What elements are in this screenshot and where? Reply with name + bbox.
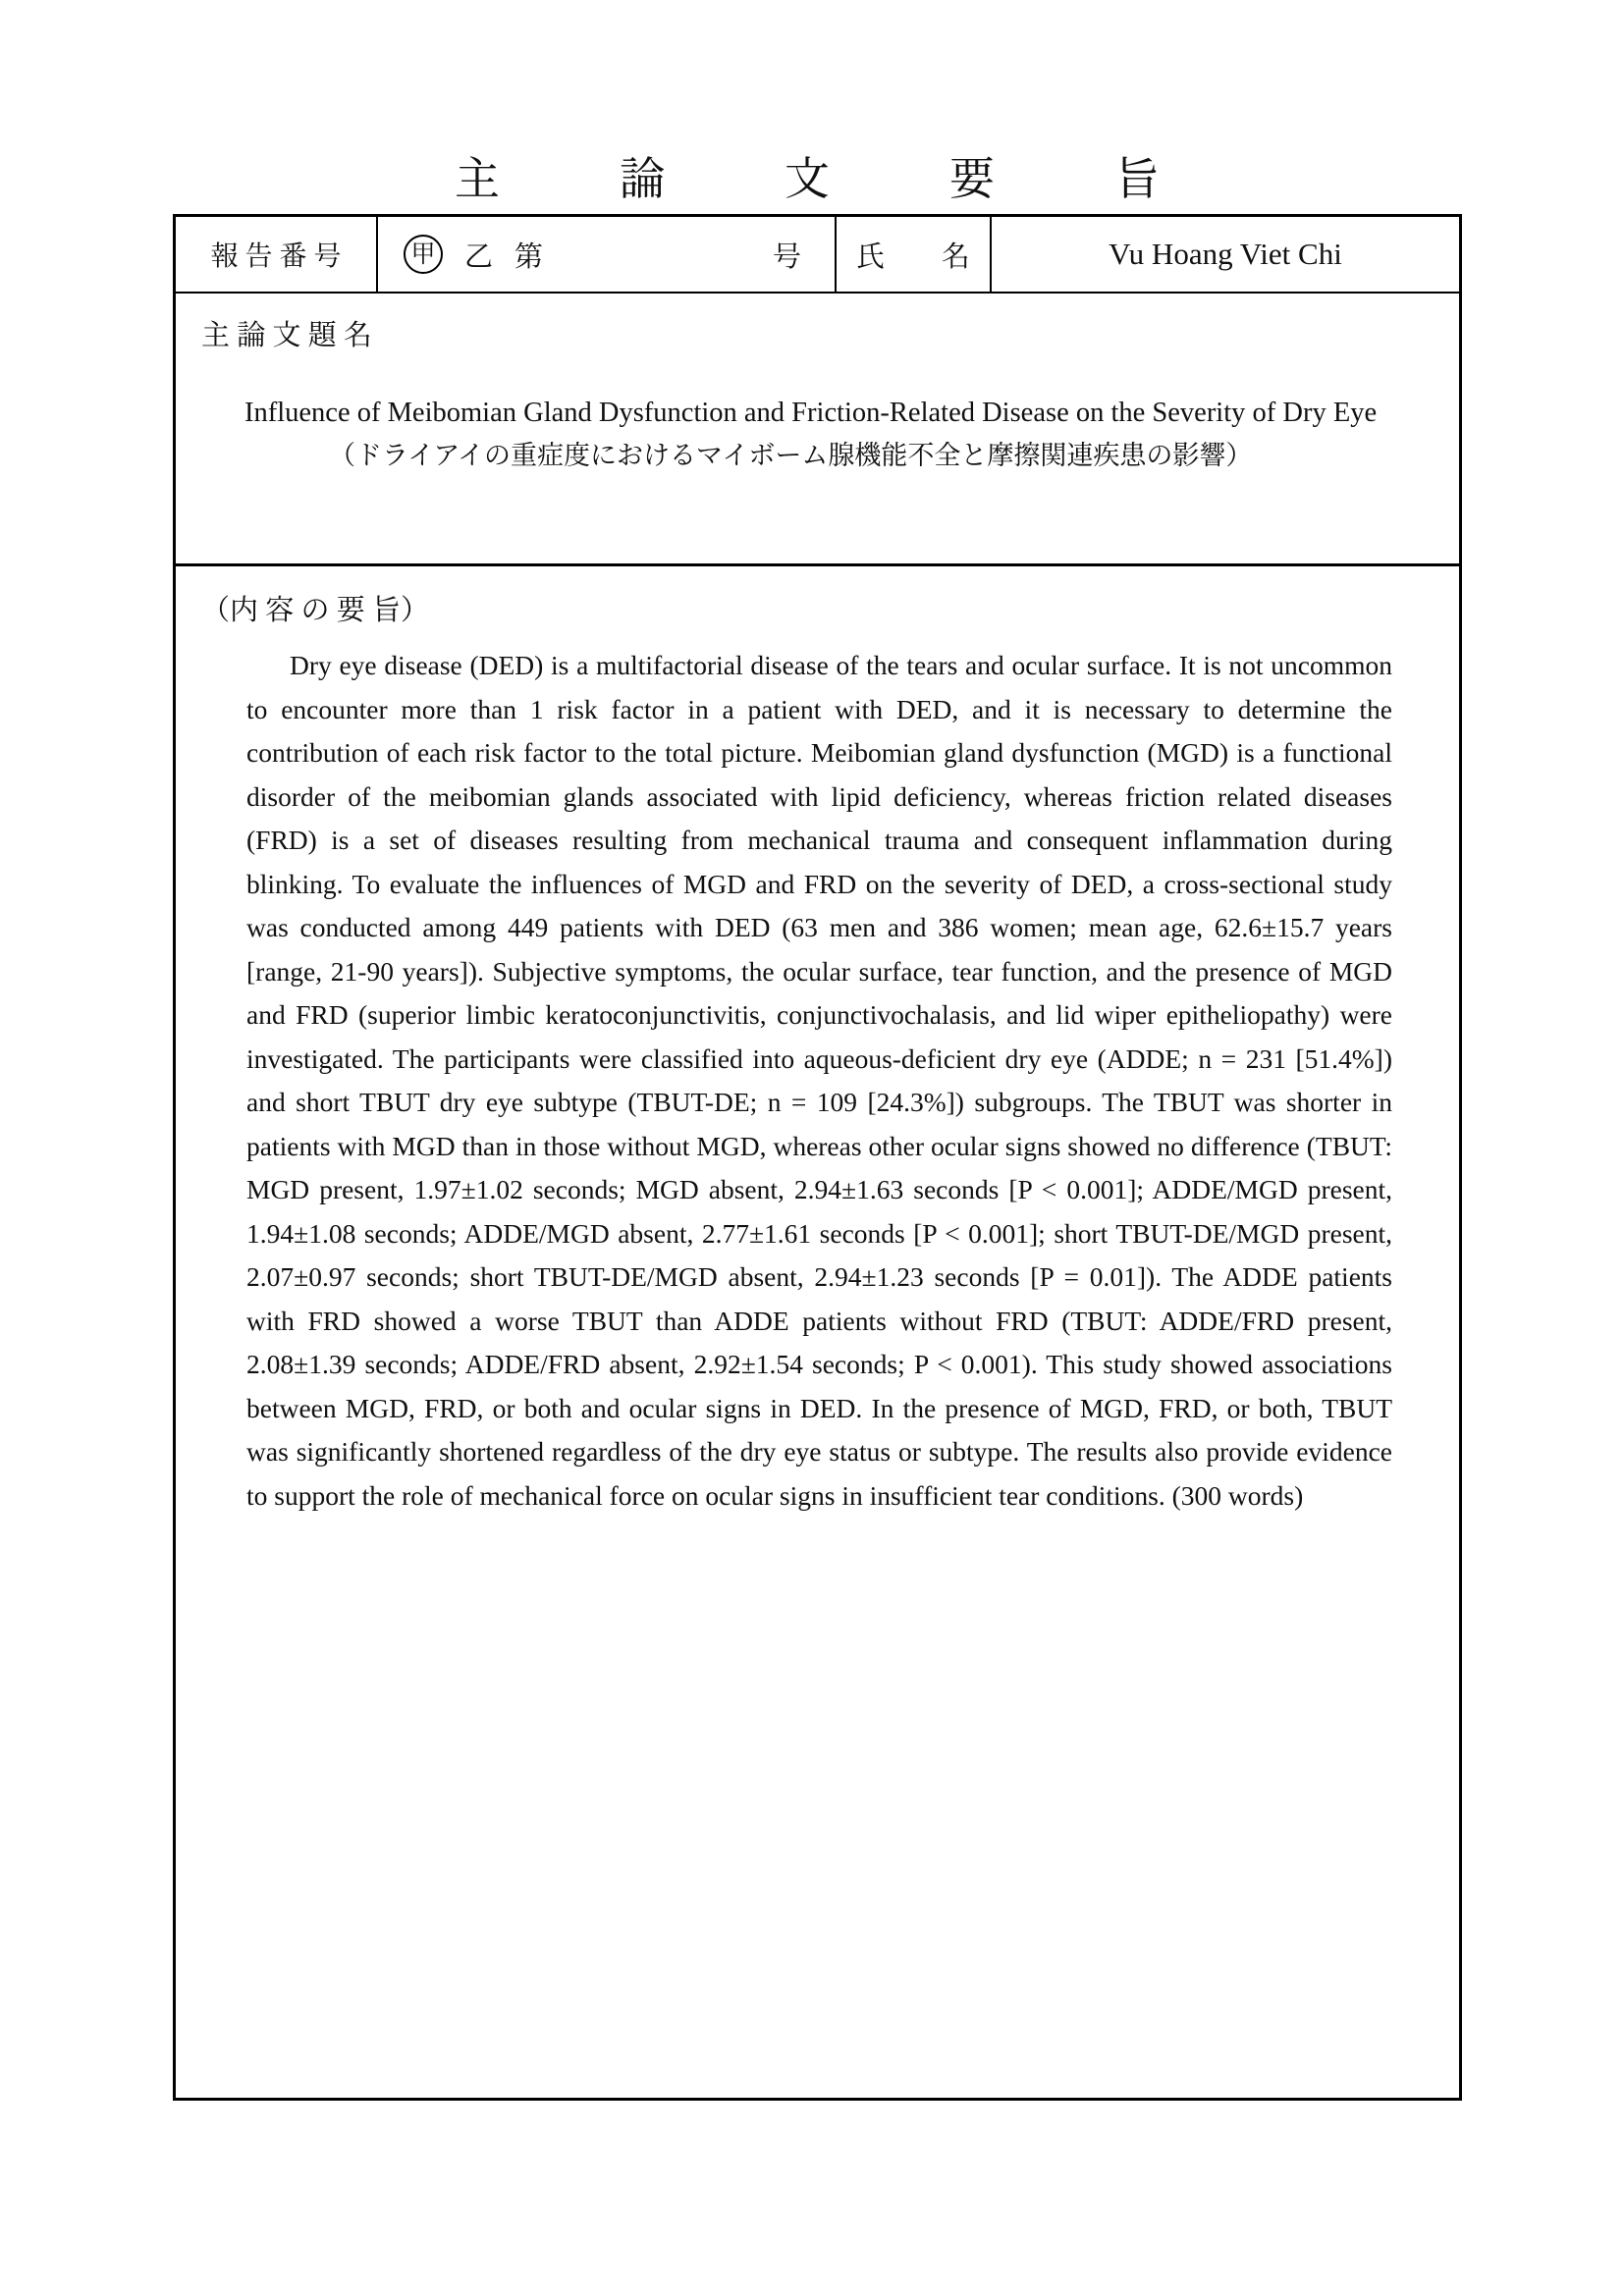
thesis-title-japanese: （ドライアイの重症度におけるマイボーム腺機能不全と摩擦関連疾患の影響） [329,441,1253,470]
abstract-section-label: （内 容 の 要 旨） [201,595,430,626]
dai-mark: 第 [514,240,544,273]
name-value: Vu Hoang Viet Chi [1109,237,1342,271]
go-mark: 号 [772,240,801,273]
report-number-cell [378,217,837,292]
abstract-body-text: Dry eye disease (DED) is a multifactorial disease of the tears and ocular surface. It is not uncommon to encounter more than 1 risk factor in a patient with DED, and it is necessary to determine the contribution of each risk factor to the total picture. Meibomian gland dysfunction (MGD) is a functional disorder of the meibomian glands associated with lipid deficiency, whereas friction related diseases (FRD) is a set of diseases resulting from mechanical trauma and consequent inflammation during blinking. To evaluate the influences of MGD and FRD on the severity of DED, a cross-sectional study was conducted among 449 patients with DED (63 men and 386 women; mean age, 62.6±15.7 years [range, 21-90 years]). Subjective symptoms, the ocular surface, tear function, and the presence of MGD and FRD (superior limbic keratoconjunctivitis, conjunctivochalasis, and lid wiper epitheliopathy) were investigated. The participants were classified into aqueous-deficient dry eye (ADDE; n = 231 [51.4%]) and short TBUT dry eye subtype (TBUT-DE; n = 109 [24.3%]) subgroups. The TBUT was shorter in patients with MGD than in those without MGD, whereas other ocular signs showed no difference (TBUT: MGD present, 1.97±1.02 seconds; MGD absent, 2.94±1.63 seconds [P < 0.001]; ADDE/MGD present, 1.94±1.08 seconds; ADDE/MGD absent, 2.77±1.61 seconds [P < 0.001]; short TBUT-DE/MGD present, 2.07±0.97 seconds; short TBUT-DE/MGD absent, 2.94±1.23 seconds [P = 0.01]). The ADDE patients with FRD showed a worse TBUT than ADDE patients without FRD (TBUT: ADDE/FRD present, 2.08±1.39 seconds; ADDE/FRD absent, 2.92±1.54 seconds; P < 0.001). This study showed associations between MGD, FRD, or both and ocular signs in DED. In the presence of MGD, FRD, or both, TBUT was significantly shortened regardless of the dry eye status or subtype. The results also provide evidence to support the role of mechanical force on ocular signs in insufficient tear conditions. (300 words) [246,650,1392,1511]
thesis-title-section-label: 主 論 文 題 名 [201,320,373,351]
abstract-section [176,566,1459,2098]
otsu-mark: 乙 [464,240,494,273]
name-label: 氏 名 [837,217,992,292]
header-row [176,217,1459,294]
report-number-label: 報 告 番 号 [176,217,378,292]
kou-circled-mark: 甲 [404,235,443,274]
thesis-title-section [176,294,1459,566]
thesis-title-english: Influence of Meibomian Gland Dysfunction and Friction-Related Disease on the Severity of Dry Eye [244,398,1378,428]
form-border-box [173,214,1462,2101]
report-number-marks [404,235,543,275]
page-title: 主 論 文 要 旨 [455,154,1169,204]
